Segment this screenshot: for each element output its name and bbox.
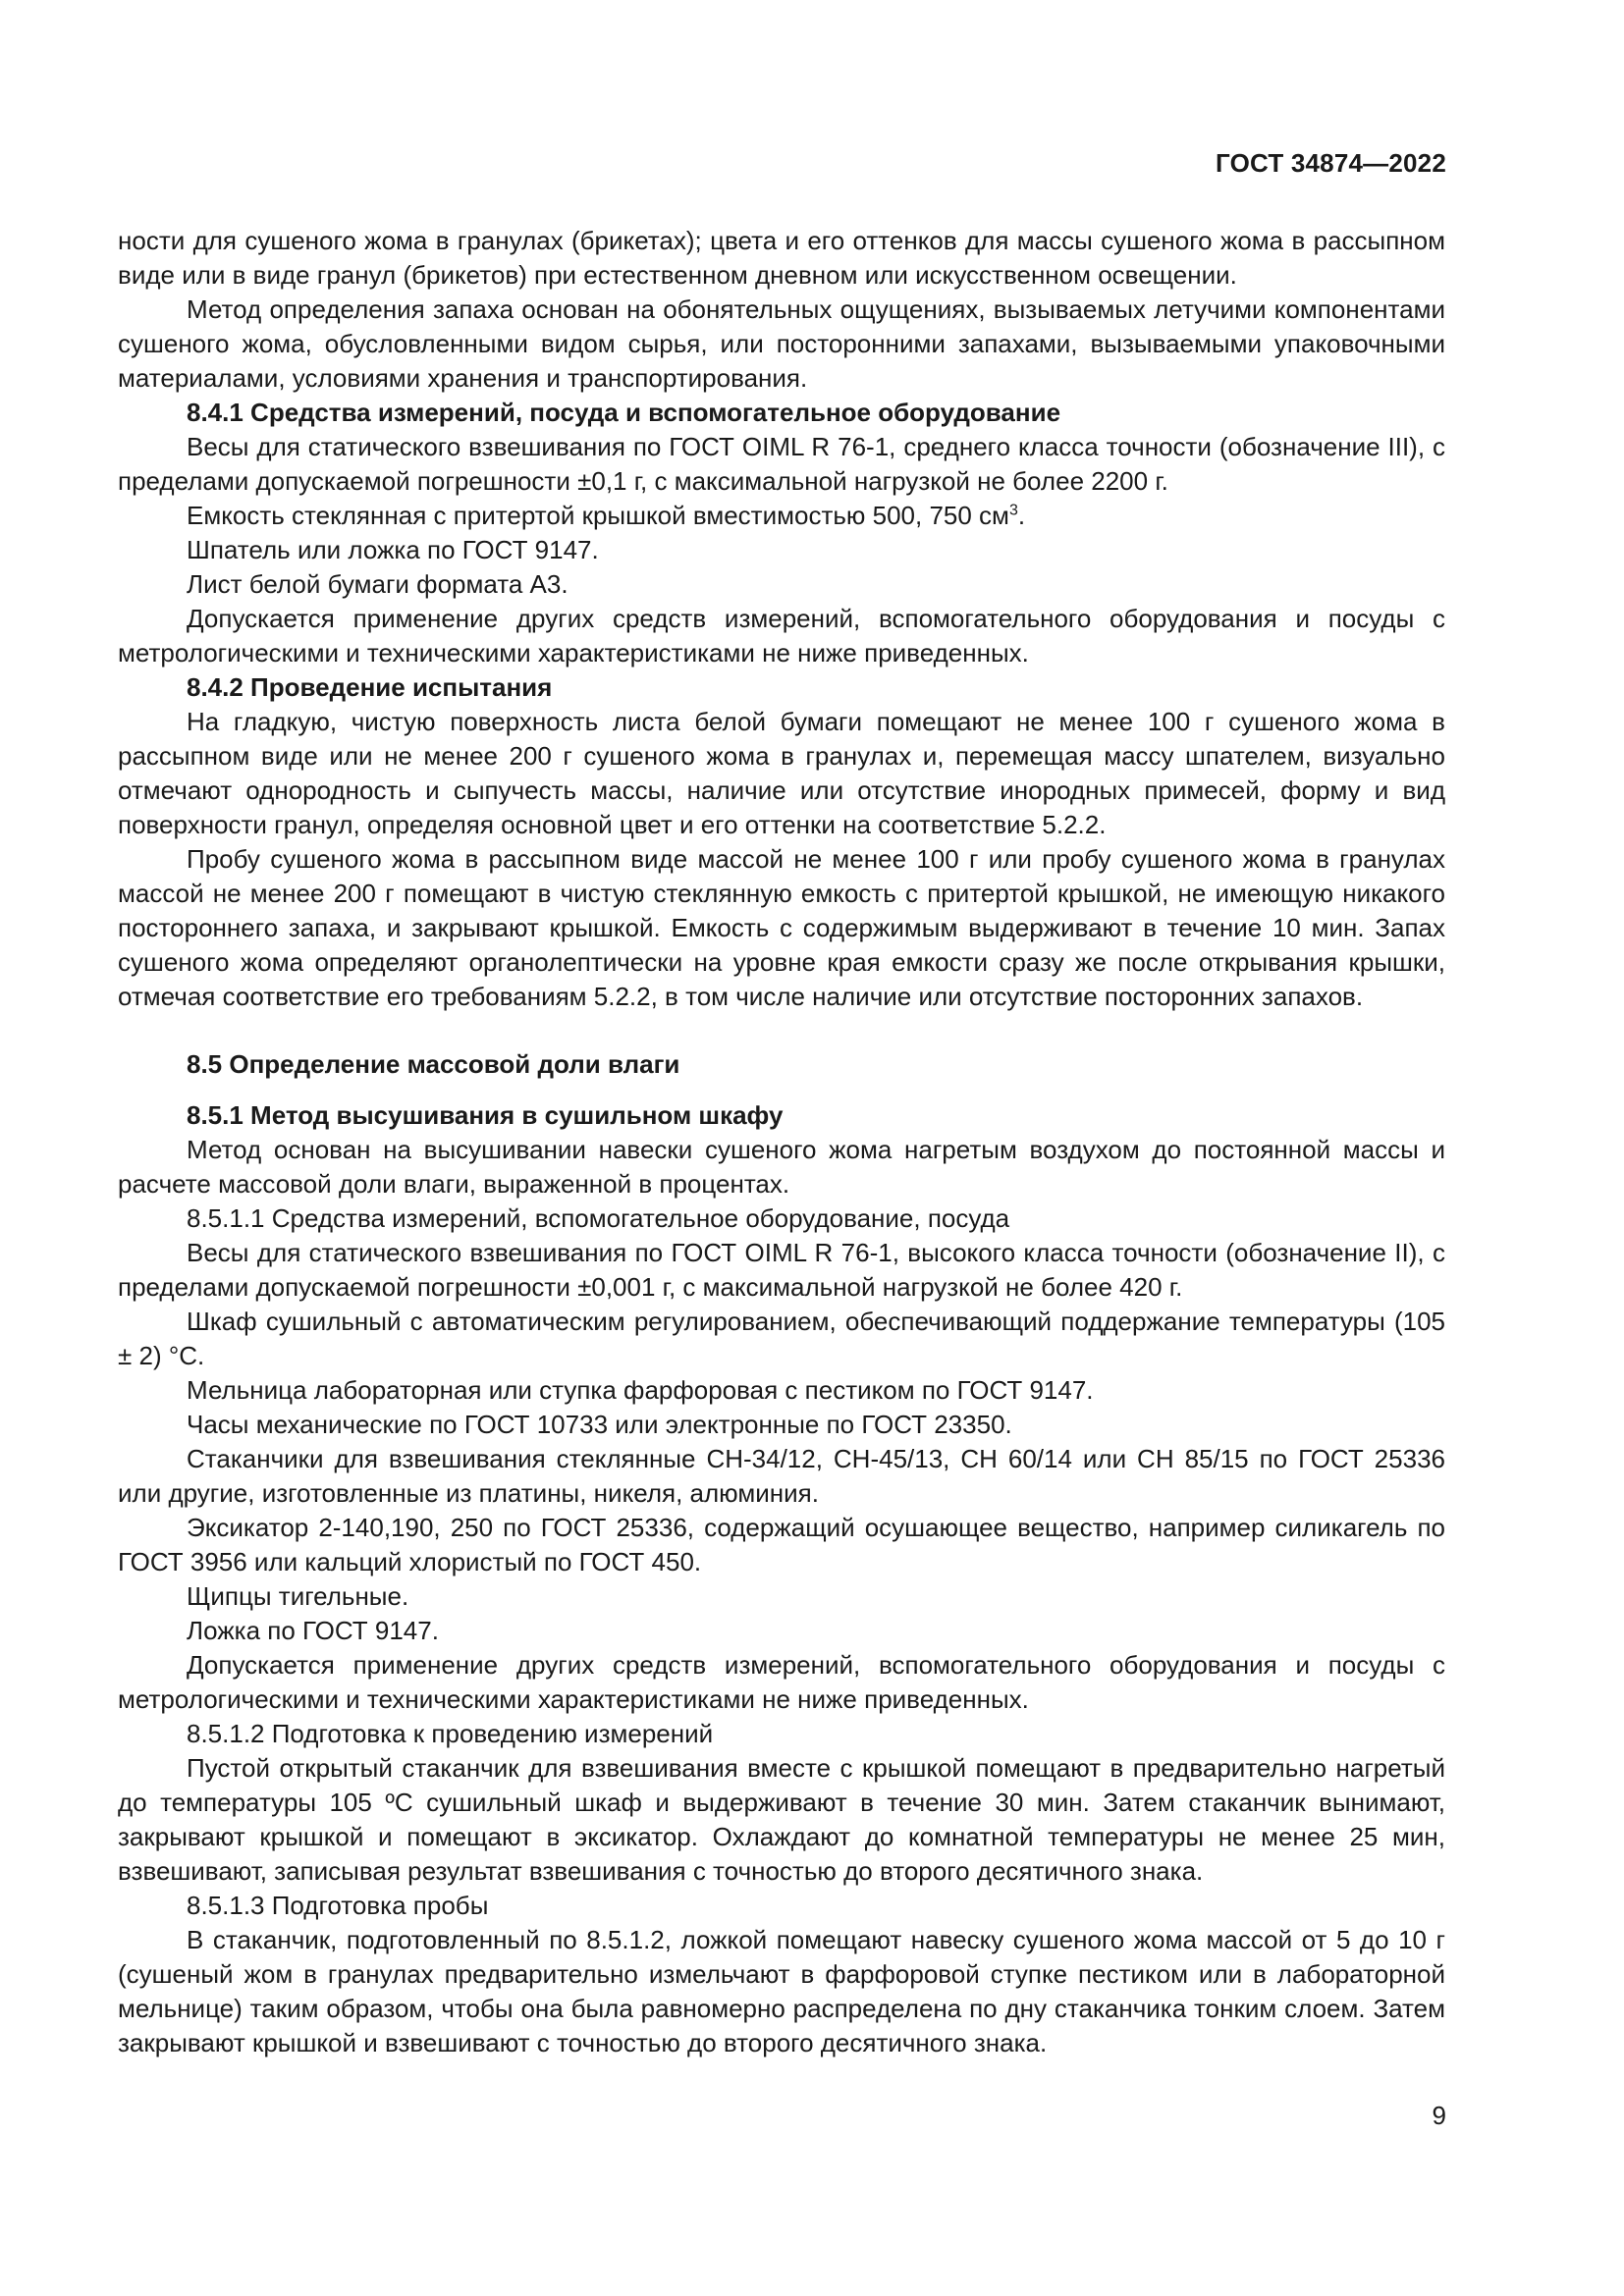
paragraph: ности для сушеного жома в гранулах (брикетах); цвета и его оттенков для массы сушеного жома в рассыпном виде или в виде гранул (брикетов) при естественном дневном или искусственном освещении.: [118, 226, 1445, 290]
paragraph: [118, 499, 1445, 533]
subsection-heading-8-5-1-2: 8.5.1.2 Подготовка к проведению измерений: [187, 1719, 714, 1748]
subsection-heading-8-5-1-1: 8.5.1.1 Средства измерений, вспомогательное оборудование, посуда: [187, 1203, 1010, 1233]
subsection-heading-8-5-1-3: 8.5.1.3 Подготовка пробы: [187, 1891, 489, 1920]
page-number: 9: [1432, 2101, 1446, 2130]
paragraph: Ложка по ГОСТ 9147.: [187, 1616, 439, 1645]
paragraph: Мельница лабораторная или ступка фарфоровая с пестиком по ГОСТ 9147.: [187, 1375, 1094, 1405]
paragraph-text-end: .: [1017, 501, 1026, 530]
paragraph: Часы механические по ГОСТ 10733 или электронные по ГОСТ 23350.: [187, 1410, 1012, 1439]
section-heading-8-5-1: 8.5.1 Метод высушивания в сушильном шкафу: [187, 1100, 784, 1130]
paragraph: Метод определения запаха основан на обонятельных ощущениях, вызываемых летучими компонентами сушеного жома, обусловленными видом сырья, или посторонними запахами, вызываемыми упаковочными материалами, условиями хранения и транспортирования.: [118, 294, 1445, 393]
section-heading-8-4-2: 8.4.2 Проведение испытания: [187, 672, 553, 702]
paragraph: Весы для статического взвешивания по ГОСТ OIML R 76-1, высокого класса точности (обозначение II), с пределами допускаемой погрешности ±0,001 г, с максимальной нагрузкой не более 420 г.: [118, 1238, 1445, 1302]
paragraph: Эксикатор 2-140,190, 250 по ГОСТ 25336, содержащий осушающее вещество, например силикагель по ГОСТ 3956 или кальций хлористый по ГОСТ 450.: [118, 1513, 1445, 1576]
paragraph: Пустой открытый стаканчик для взвешивания вместе с крышкой помещают в предварительно нагретый до температуры 105 ºС сушильный шкаф и выдерживают в течение 30 мин. Затем стаканчик вынимают, закрывают крышкой и помещают в эксикатор. Охлаждают до комнатной температуры не менее 25 мин, взвешивают, записывая результат взвешивания с точностью до второго десятичного знака.: [118, 1753, 1445, 1886]
paragraph: Лист белой бумаги формата А3.: [187, 569, 568, 599]
paragraph: Щипцы тигельные.: [187, 1581, 409, 1611]
paragraph: Стаканчики для взвешивания стеклянные СН-34/12, СН-45/13, СН 60/14 или СН 85/15 по ГОСТ 25336 или другие, изготовленные из платины, никеля, алюминия.: [118, 1444, 1445, 1508]
document-body: [118, 224, 1445, 2060]
section-heading-8-5: 8.5 Определение массовой доли влаги: [187, 1049, 680, 1079]
paragraph: На гладкую, чистую поверхность листа белой бумаги помещают не менее 100 г сушеного жома в рассыпном виде или не менее 200 г сушеного жома в гранулах и, перемещая массу шпателем, визуально отмечают однородность и сыпучесть массы, наличие или отсутствие инородных примесей, форму и вид поверхности гранул, определяя основной цвет и его оттенки на соответствие 5.2.2.: [118, 707, 1445, 839]
paragraph-text: Емкость стеклянная с притертой крышкой вместимостью 500, 750 см: [187, 501, 1009, 530]
document-code: ГОСТ 34874—2022: [1216, 148, 1446, 178]
paragraph: Шкаф сушильный с автоматическим регулированием, обеспечивающий поддержание температуры (105 ± 2) °С.: [118, 1307, 1445, 1370]
paragraph: Метод основан на высушивании навески сушеного жома нагретым воздухом до постоянной массы и расчете массовой доли влаги, выраженной в процентах.: [118, 1135, 1445, 1199]
paragraph: Шпатель или ложка по ГОСТ 9147.: [187, 535, 599, 564]
paragraph: В стаканчик, подготовленный по 8.5.1.2, ложкой помещают навеску сушеного жома массой от 5 до 10 г (сушеный жом в гранулах предварительно измельчают в фарфоровой ступке пестиком или в лабораторной мельнице) таким образом, чтобы она была равномерно распределена по дну стаканчика тонким слоем. Затем закрывают крышкой и взвешивают с точностью до второго десятичного знака.: [118, 1925, 1445, 2057]
paragraph: Пробу сушеного жома в рассыпном виде массой не менее 100 г или пробу сушеного жома в гранулах массой не менее 200 г помещают в чистую стеклянную емкость с притертой крышкой, не имеющую никакого постороннего запаха, и закрывают крышкой. Емкость с содержимым выдерживают в течение 10 мин. Запах сушеного жома определяют органолептически на уровне края емкости сразу же после открывания крышки, отмечая соответствие его требованиям 5.2.2, в том числе наличие или отсутствие посторонних запахов.: [118, 844, 1445, 1011]
paragraph: Допускается применение других средств измерений, вспомогательного оборудования и посуды с метрологическими и техническими характеристиками не ниже приведенных.: [118, 604, 1445, 667]
superscript: 3: [1008, 502, 1018, 519]
section-heading-8-4-1: 8.4.1 Средства измерений, посуда и вспомогательное оборудование: [187, 398, 1061, 427]
paragraph: Весы для статического взвешивания по ГОСТ OIML R 76-1, среднего класса точности (обозначение III), с пределами допускаемой погрешности ±0,1 г, с максимальной нагрузкой не более 2200 г.: [118, 432, 1445, 496]
paragraph: Допускается применение других средств измерений, вспомогательного оборудования и посуды с метрологическими и техническими характеристиками не ниже приведенных.: [118, 1650, 1445, 1714]
